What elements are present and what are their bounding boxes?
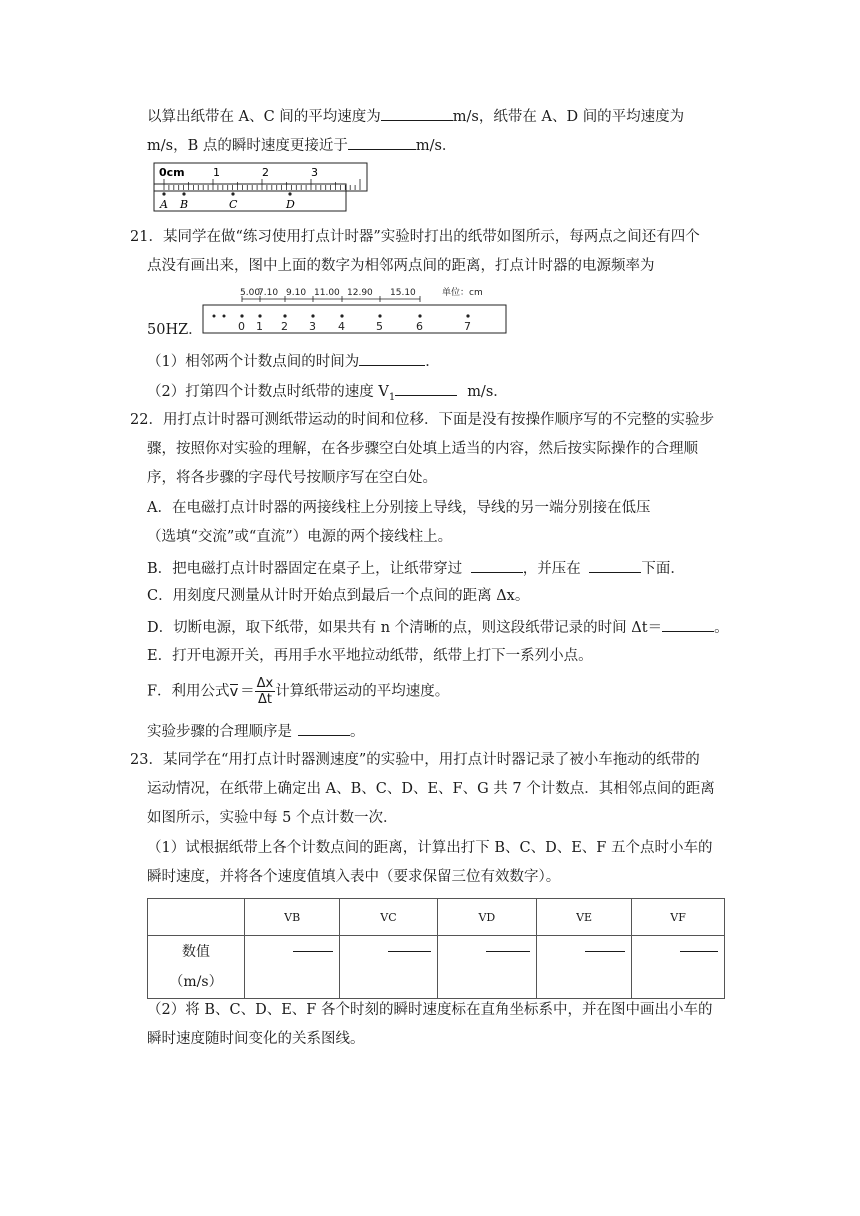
answer-blank[interactable] xyxy=(298,720,350,736)
ruler-tick-label: 3 xyxy=(311,166,318,179)
answer-blank[interactable] xyxy=(348,134,416,150)
ruler-tick-label: 1 xyxy=(213,166,220,179)
intro-line-1: 以算出纸带在 A、C 间的平均速度为 m/s，纸带在 A、D 间的平均速度为 xyxy=(147,105,684,127)
q22-line-3: 序，将各步骤的字母代号按顺序写在空白处。 xyxy=(147,470,437,486)
step-d: D．切断电源，取下纸带，如果共有 n 个清晰的点，则这段纸带记录的时间 Δt＝ 。 xyxy=(147,616,729,638)
step-b: B．把电磁打点计时器固定在桌子上，让纸带穿过 ，并压在 下面． xyxy=(147,557,685,579)
q22-line-2: 骤，按照你对实验的理解，在各步骤空白处填上适当的内容，然后按实际操作的合理顺 xyxy=(147,441,698,457)
point-label: C xyxy=(229,198,238,211)
distance-label: 11.00 xyxy=(314,288,340,298)
step-c: C．用刻度尺测量从计时开始点到最后一个点间的距离 Δx。 xyxy=(147,588,530,604)
point-label: 1 xyxy=(256,320,263,333)
ruler-tick-label: 2 xyxy=(262,166,269,179)
point-label: 2 xyxy=(281,320,288,333)
table-corner-cell xyxy=(148,899,245,936)
row-label-cell: 数值 （m/s） xyxy=(148,936,245,999)
q23-sub-2-line-1: （2）将 B、C、D、E、F 各个时刻的瞬时速度标在直角坐标系中，并在图中画出小车的 xyxy=(147,1002,713,1018)
column-header: VE xyxy=(537,899,632,936)
q21-sub-2: （2）打第四个计数点时纸带的速度 $V_1$ m/s． xyxy=(147,380,508,408)
step-e: E．打开电源开关，再用手水平地拉动纸带，纸带上打下一系列小点。 xyxy=(147,648,593,664)
answer-blank[interactable] xyxy=(395,380,457,396)
column-header: VF xyxy=(632,899,725,936)
q23-line-2: 运动情况，在纸带上确定出 A、B、C、D、E、F、G 共 7 个计数点．其相邻点间的距离 xyxy=(147,781,715,797)
q23-sub-2-line-2: 瞬时速度随时间变化的关系图线。 xyxy=(147,1031,365,1047)
point-label: 0 xyxy=(238,320,245,333)
answer-blank[interactable] xyxy=(662,616,714,632)
distance-label: 5.00 xyxy=(240,288,261,298)
tape-figure xyxy=(202,285,508,337)
q21-sub-1: （1）相邻两个计数点间的时间为 ． xyxy=(147,350,440,372)
distance-label: 9.10 xyxy=(286,288,307,298)
distance-label: 15.10 xyxy=(390,288,416,298)
answer-blank[interactable] xyxy=(381,105,453,121)
velocity-table xyxy=(147,898,725,999)
point-label: B xyxy=(180,198,189,211)
point-label: D xyxy=(286,198,295,211)
point-label: 5 xyxy=(376,320,383,333)
question-number: 23． xyxy=(130,752,163,768)
question-number: 21． xyxy=(130,229,163,245)
unit-label: 单位：cm xyxy=(442,288,483,298)
value-cell-vd[interactable] xyxy=(437,936,536,999)
answer-blank[interactable] xyxy=(359,350,425,366)
q23-line-1: 23．某同学在“用打点计时器测速度”的实验中，用打点计时器记录了被小车拖动的纸带的 xyxy=(130,752,700,768)
q21-line-1: 21．某同学在做“练习使用打点计时器”实验时打出的纸带如图所示，每两点之间还有四个 xyxy=(130,229,700,245)
column-header: VB xyxy=(245,899,340,936)
answer-blank[interactable] xyxy=(471,557,523,573)
q23-sub-1-line-1: （1）试根据纸带上各个计数点间的距离，计算出打下 B、C、D、E、F 五个点时小车的 xyxy=(147,840,713,856)
value-cell-vc[interactable] xyxy=(340,936,437,999)
value-cell-ve[interactable] xyxy=(537,936,632,999)
point-label: 3 xyxy=(309,320,316,333)
order-line: 实验步骤的合理顺序是 。 xyxy=(147,720,365,742)
step-a-line-2: （选填“交流”或“直流”）电源的两个接线柱上。 xyxy=(147,529,453,545)
intro-line-2: m/s，B 点的瞬时速度更接近于 m/s． xyxy=(147,134,456,156)
distance-label: 7.10 xyxy=(258,288,279,298)
point-label: 6 xyxy=(416,320,423,333)
point-label: 4 xyxy=(338,320,345,333)
point-label: 7 xyxy=(464,320,471,333)
answer-blank[interactable] xyxy=(589,557,641,573)
q22-line-1: 22．用打点计时器可测纸带运动的时间和位移．下面是没有按操作顺序写的不完整的实验步 xyxy=(130,412,714,428)
formula-fraction: $\frac{\Delta x}{\Delta t}$ xyxy=(256,676,274,707)
step-f: F．利用公式v ＝ $\frac{\Delta x}{\Delta t}$ 计算纸带运动的平均速度。 xyxy=(147,676,450,707)
step-a-line-1: A．在电磁打点计时器的两接线柱上分别接上导线，导线的另一端分别接在低压 xyxy=(147,500,651,516)
q23-line-3: 如图所示，实验中每 5 个点计数一次． xyxy=(147,810,398,826)
average-velocity-symbol: v xyxy=(229,683,239,700)
q21-line-2: 点没有画出来，图中上面的数字为相邻两点间的距离，打点计时器的电源频率为 xyxy=(147,258,655,274)
column-header: VC xyxy=(340,899,437,936)
point-label: A xyxy=(160,198,168,211)
value-cell-vf[interactable] xyxy=(632,936,725,999)
column-header: VD xyxy=(437,899,536,936)
ruler-unit-label: 0cm xyxy=(159,166,185,179)
question-number: 22． xyxy=(130,412,163,428)
q21-line-3: 50HZ． xyxy=(147,322,203,338)
q23-sub-1-line-2: 瞬时速度，并将各个速度值填入表中（要求保留三位有效数字）。 xyxy=(147,869,561,885)
ruler-figure xyxy=(153,162,369,214)
value-cell-vb[interactable] xyxy=(245,936,340,999)
distance-label: 12.90 xyxy=(347,288,373,298)
